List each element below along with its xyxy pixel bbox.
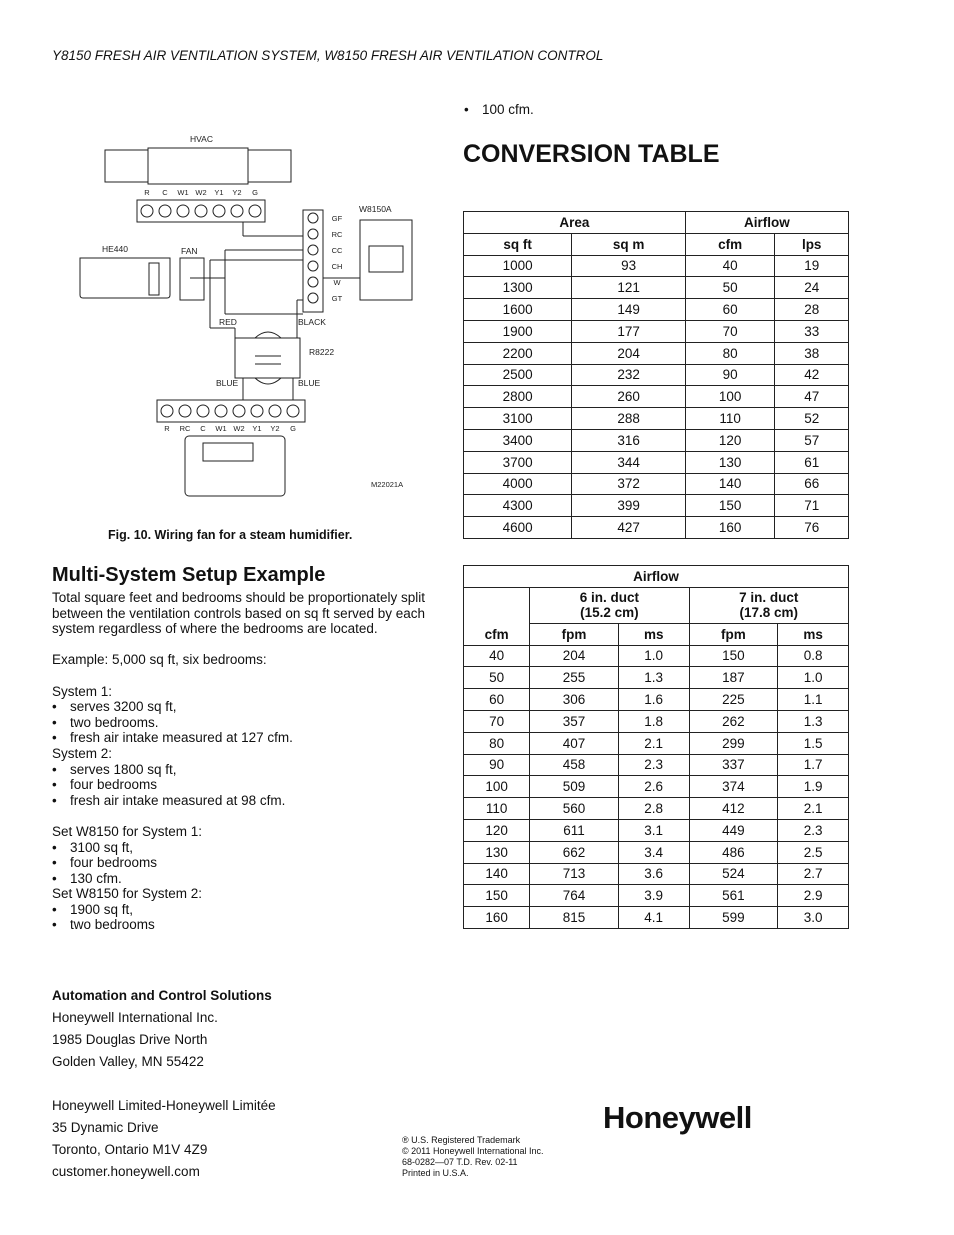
figure-code: M22021A — [371, 480, 404, 489]
page-header: Y8150 FRESH AIR VENTILATION SYSTEM, W8150 FRESH AIR VENTILATION CONTROL — [52, 48, 604, 63]
setup-body — [52, 590, 447, 933]
set1-label: Set W8150 for System 1: — [52, 823, 203, 839]
list-item: • fresh air intake measured at 127 cfm. — [52, 730, 447, 746]
table-group-header: Airflow — [685, 212, 848, 234]
table-cell: 2.3 — [618, 754, 689, 776]
list-item: • 130 cfm. — [52, 871, 447, 887]
table-cell: 42 — [775, 364, 849, 386]
table-cell: 2.9 — [778, 885, 849, 907]
table-cell: 1300 — [464, 277, 572, 299]
table-cell: 1.3 — [618, 667, 689, 689]
table-cell: 288 — [572, 408, 685, 430]
table-cell: 177 — [572, 320, 685, 342]
table-column-header: cfm — [685, 233, 775, 255]
table-cell: 524 — [689, 863, 778, 885]
table-row — [464, 473, 849, 495]
duct-7in-line1: 7 in. duct — [739, 590, 799, 606]
r8222-label: R8222 — [309, 347, 335, 357]
set2-label: Set W8150 for System 2: — [52, 886, 203, 902]
table-column-header: ms — [618, 623, 689, 645]
table-cell: 100 — [685, 386, 775, 408]
table-row — [464, 667, 849, 689]
table-row — [464, 299, 849, 321]
table-cell: 4300 — [464, 495, 572, 517]
table-cell: 0.8 — [778, 645, 849, 667]
table-cell: 40 — [464, 645, 530, 667]
table-cell: 2200 — [464, 342, 572, 364]
table-row — [464, 841, 849, 863]
table-row — [464, 364, 849, 386]
area-airflow-table — [463, 211, 849, 539]
table-cell: 150 — [464, 885, 530, 907]
footer-line: Golden Valley, MN 55422 — [52, 1054, 204, 1069]
fan-label: FAN — [181, 246, 198, 256]
table-row — [464, 386, 849, 408]
table-cell: 19 — [775, 255, 849, 277]
table-cell: 1.6 — [618, 689, 689, 711]
table-cell: 110 — [685, 408, 775, 430]
table-cell: 599 — [689, 907, 778, 929]
list-item: • two bedrooms — [52, 917, 447, 933]
table-cell: 61 — [775, 451, 849, 473]
table-column-header: lps — [775, 233, 849, 255]
table-row — [464, 863, 849, 885]
table-cell: 1.0 — [778, 667, 849, 689]
table-cell: 372 — [572, 473, 685, 495]
hvac-label: HVAC — [190, 134, 213, 144]
table-cell: 713 — [530, 863, 619, 885]
table-cell: 187 — [689, 667, 778, 689]
table-cell: 260 — [572, 386, 685, 408]
table-cell: 130 — [685, 451, 775, 473]
table-row — [464, 320, 849, 342]
table-cell: 33 — [775, 320, 849, 342]
table-row — [464, 754, 849, 776]
duct-header-6in — [530, 587, 689, 623]
list-item: • four bedrooms — [52, 777, 447, 793]
top-bullet: • 100 cfm. — [464, 102, 954, 117]
table-cell: 2500 — [464, 364, 572, 386]
hvac-terminal-label: W2 — [195, 188, 207, 197]
table-cell: 70 — [464, 710, 530, 732]
footer-heading: Automation and Control Solutions — [52, 988, 272, 1003]
hvac-terminal-label: Y2 — [232, 188, 242, 197]
table-cell: 76 — [775, 517, 849, 539]
table-column-header: sq ft — [464, 233, 572, 255]
table-row — [464, 342, 849, 364]
table-cell: 1.0 — [618, 645, 689, 667]
w8150-terminal-label: GT — [331, 294, 343, 303]
table-cell: 50 — [685, 277, 775, 299]
table-cell: 561 — [689, 885, 778, 907]
footer-line: 1985 Douglas Drive North — [52, 1032, 208, 1047]
table-cell: 2.5 — [778, 841, 849, 863]
table-cell: 80 — [685, 342, 775, 364]
table-cell: 57 — [775, 429, 849, 451]
table-cell: 3100 — [464, 408, 572, 430]
table-cell: 1900 — [464, 320, 572, 342]
table-cell: 50 — [464, 667, 530, 689]
table-cell: 70 — [685, 320, 775, 342]
table-row — [464, 885, 849, 907]
table-cell: 412 — [689, 798, 778, 820]
setup-title: Multi-System Setup Example — [52, 564, 326, 586]
table-cell: 2.1 — [778, 798, 849, 820]
table-cell: 4600 — [464, 517, 572, 539]
table-cell: 93 — [572, 255, 685, 277]
table-cell: 71 — [775, 495, 849, 517]
table-cell: 149 — [572, 299, 685, 321]
hvac-terminal-label: W1 — [177, 188, 189, 197]
table-cell: 2.3 — [778, 819, 849, 841]
table-cell: 150 — [689, 645, 778, 667]
table-row — [464, 732, 849, 754]
hvac-terminal-label: Y1 — [214, 188, 224, 197]
table-cell: 3.4 — [618, 841, 689, 863]
table-column-header: cfm — [464, 587, 530, 645]
table-cell: 1600 — [464, 299, 572, 321]
legal-line: ® U.S. Registered Trademark — [402, 1135, 521, 1145]
table-cell: 344 — [572, 451, 685, 473]
table-row — [464, 277, 849, 299]
w8150a-label: W8150A — [359, 204, 392, 214]
honeywell-logo: Honeywell — [603, 1100, 752, 1135]
conversion-title: CONVERSION TABLE — [463, 140, 720, 168]
stat-terminal-label: R — [164, 424, 170, 433]
table-cell: 3.1 — [618, 819, 689, 841]
table-cell: 560 — [530, 798, 619, 820]
legal-line: Printed in U.S.A. — [402, 1168, 469, 1178]
legal-notice — [402, 1135, 544, 1179]
table-cell: 316 — [572, 429, 685, 451]
legal-line: 68-0282—07 T.D. Rev. 02-11 — [402, 1157, 518, 1167]
table-cell: 458 — [530, 754, 619, 776]
table-row — [464, 645, 849, 667]
stat-terminal-label: Y1 — [252, 424, 262, 433]
table-cell: 2.8 — [618, 798, 689, 820]
list-item: • serves 3200 sq ft, — [52, 699, 447, 715]
table-cell: 509 — [530, 776, 619, 798]
table-cell: 3.6 — [618, 863, 689, 885]
table-cell: 52 — [775, 408, 849, 430]
table-cell: 3.0 — [778, 907, 849, 929]
table-cell: 38 — [775, 342, 849, 364]
table-column-header: fpm — [530, 623, 619, 645]
table-row — [464, 907, 849, 929]
footer-line — [52, 1073, 276, 1095]
table-cell: 60 — [685, 299, 775, 321]
table-row — [464, 429, 849, 451]
table-group-header: Area — [464, 212, 686, 234]
list-item: • four bedrooms — [52, 855, 447, 871]
list-item: • 3100 sq ft, — [52, 840, 447, 856]
table-row — [464, 819, 849, 841]
table-cell: 121 — [572, 277, 685, 299]
stat-terminal-label: Y2 — [270, 424, 280, 433]
table-column-header: fpm — [689, 623, 778, 645]
system1-label: System 1: — [52, 683, 113, 699]
table-row — [464, 408, 849, 430]
table-row — [464, 689, 849, 711]
table-cell: 407 — [530, 732, 619, 754]
table-cell: 357 — [530, 710, 619, 732]
table-cell: 160 — [464, 907, 530, 929]
footer-line: 35 Dynamic Drive — [52, 1120, 159, 1135]
table-cell: 204 — [530, 645, 619, 667]
table-cell: 120 — [685, 429, 775, 451]
table-cell: 4.1 — [618, 907, 689, 929]
table-cell: 90 — [685, 364, 775, 386]
table-cell: 427 — [572, 517, 685, 539]
table-cell: 486 — [689, 841, 778, 863]
table-column-header: sq m — [572, 233, 685, 255]
table-cell: 2.1 — [618, 732, 689, 754]
table-cell: 2.7 — [778, 863, 849, 885]
table-cell: 150 — [685, 495, 775, 517]
table-row — [464, 798, 849, 820]
table-row — [464, 776, 849, 798]
table-cell: 204 — [572, 342, 685, 364]
blue-wire-right-label: BLUE — [298, 378, 321, 388]
table-column-header: ms — [778, 623, 849, 645]
table-cell: 1.1 — [778, 689, 849, 711]
table-cell: 4000 — [464, 473, 572, 495]
table-cell: 24 — [775, 277, 849, 299]
table-cell: 232 — [572, 364, 685, 386]
table-cell: 130 — [464, 841, 530, 863]
table-cell: 2800 — [464, 386, 572, 408]
system2-label: System 2: — [52, 745, 113, 761]
setup-intro: Total square feet and bedrooms should be proportionately split between the ventilation controls based on sq ft served by each system regardless of where the bedrooms are located. — [52, 590, 425, 637]
table-cell: 764 — [530, 885, 619, 907]
table-cell: 66 — [775, 473, 849, 495]
w8150-terminal-label: CH — [331, 262, 343, 271]
setup-example: Example: 5,000 sq ft, six bedrooms: — [52, 652, 267, 668]
table-row — [464, 451, 849, 473]
hvac-terminal-label: R — [144, 188, 150, 197]
table-cell: 3.9 — [618, 885, 689, 907]
table-cell: 160 — [685, 517, 775, 539]
duct-airflow-table — [463, 565, 849, 929]
w8150-terminal-label: RC — [331, 230, 343, 239]
he440-label: HE440 — [102, 244, 128, 254]
list-item: • fresh air intake measured at 98 cfm. — [52, 793, 447, 809]
hvac-terminal-label: C — [162, 188, 168, 197]
table-title: Airflow — [464, 566, 849, 588]
black-wire-label: BLACK — [298, 317, 326, 327]
table-cell: 47 — [775, 386, 849, 408]
table-cell: 100 — [464, 776, 530, 798]
table-cell: 40 — [685, 255, 775, 277]
table-cell: 140 — [685, 473, 775, 495]
duct-6in-line2: (15.2 cm) — [580, 605, 639, 621]
table-cell: 225 — [689, 689, 778, 711]
table-row — [464, 495, 849, 517]
list-item: • two bedrooms. — [52, 715, 447, 731]
stat-terminal-label: RC — [179, 424, 191, 433]
duct-header-7in — [689, 587, 848, 623]
table-cell: 3400 — [464, 429, 572, 451]
table-cell: 449 — [689, 819, 778, 841]
table-cell: 399 — [572, 495, 685, 517]
table-row — [464, 710, 849, 732]
table-cell: 306 — [530, 689, 619, 711]
w8150-terminal-label: CC — [331, 246, 343, 255]
table-cell: 374 — [689, 776, 778, 798]
table-cell: 1000 — [464, 255, 572, 277]
list-item: • 1900 sq ft, — [52, 902, 447, 918]
footer-address — [52, 985, 276, 1183]
stat-terminal-label: W1 — [215, 424, 227, 433]
table-cell: 611 — [530, 819, 619, 841]
table-cell: 110 — [464, 798, 530, 820]
table-cell: 1.9 — [778, 776, 849, 798]
w8150-terminal-label: GF — [331, 214, 343, 223]
table-cell: 90 — [464, 754, 530, 776]
table-cell: 1.3 — [778, 710, 849, 732]
table-cell: 3700 — [464, 451, 572, 473]
table-cell: 140 — [464, 863, 530, 885]
footer-line: Honeywell International Inc. — [52, 1010, 218, 1025]
table-cell: 2.6 — [618, 776, 689, 798]
w8150-terminal-label: W — [333, 278, 341, 287]
table-cell: 299 — [689, 732, 778, 754]
stat-terminal-label: G — [290, 424, 296, 433]
legal-line: © 2011 Honeywell International Inc. — [402, 1146, 544, 1156]
figure-caption: Fig. 10. Wiring fan for a steam humidifier. — [108, 528, 353, 542]
table-cell: 255 — [530, 667, 619, 689]
stat-terminal-label: W2 — [233, 424, 245, 433]
footer-line: Toronto, Ontario M1V 4Z9 — [52, 1142, 208, 1157]
table-cell: 262 — [689, 710, 778, 732]
table-cell: 80 — [464, 732, 530, 754]
table-row — [464, 517, 849, 539]
table-cell: 1.7 — [778, 754, 849, 776]
stat-terminal-label: C — [200, 424, 206, 433]
footer-link[interactable]: customer.honeywell.com — [52, 1164, 200, 1179]
duct-6in-line1: 6 in. duct — [579, 590, 639, 606]
table-cell: 1.5 — [778, 732, 849, 754]
table-cell: 337 — [689, 754, 778, 776]
wiring-diagram — [75, 128, 420, 500]
duct-7in-line2: (17.8 cm) — [739, 605, 799, 621]
table-cell: 60 — [464, 689, 530, 711]
blue-wire-left-label: BLUE — [216, 378, 239, 388]
table-row — [464, 255, 849, 277]
table-cell: 28 — [775, 299, 849, 321]
table-cell: 120 — [464, 819, 530, 841]
red-wire-label: RED — [219, 317, 237, 327]
footer-line: Honeywell Limited-Honeywell Limitée — [52, 1098, 276, 1113]
hvac-terminal-label: G — [252, 188, 258, 197]
table-cell: 1.8 — [618, 710, 689, 732]
table-cell: 662 — [530, 841, 619, 863]
table-cell: 815 — [530, 907, 619, 929]
list-item: • serves 1800 sq ft, — [52, 762, 447, 778]
